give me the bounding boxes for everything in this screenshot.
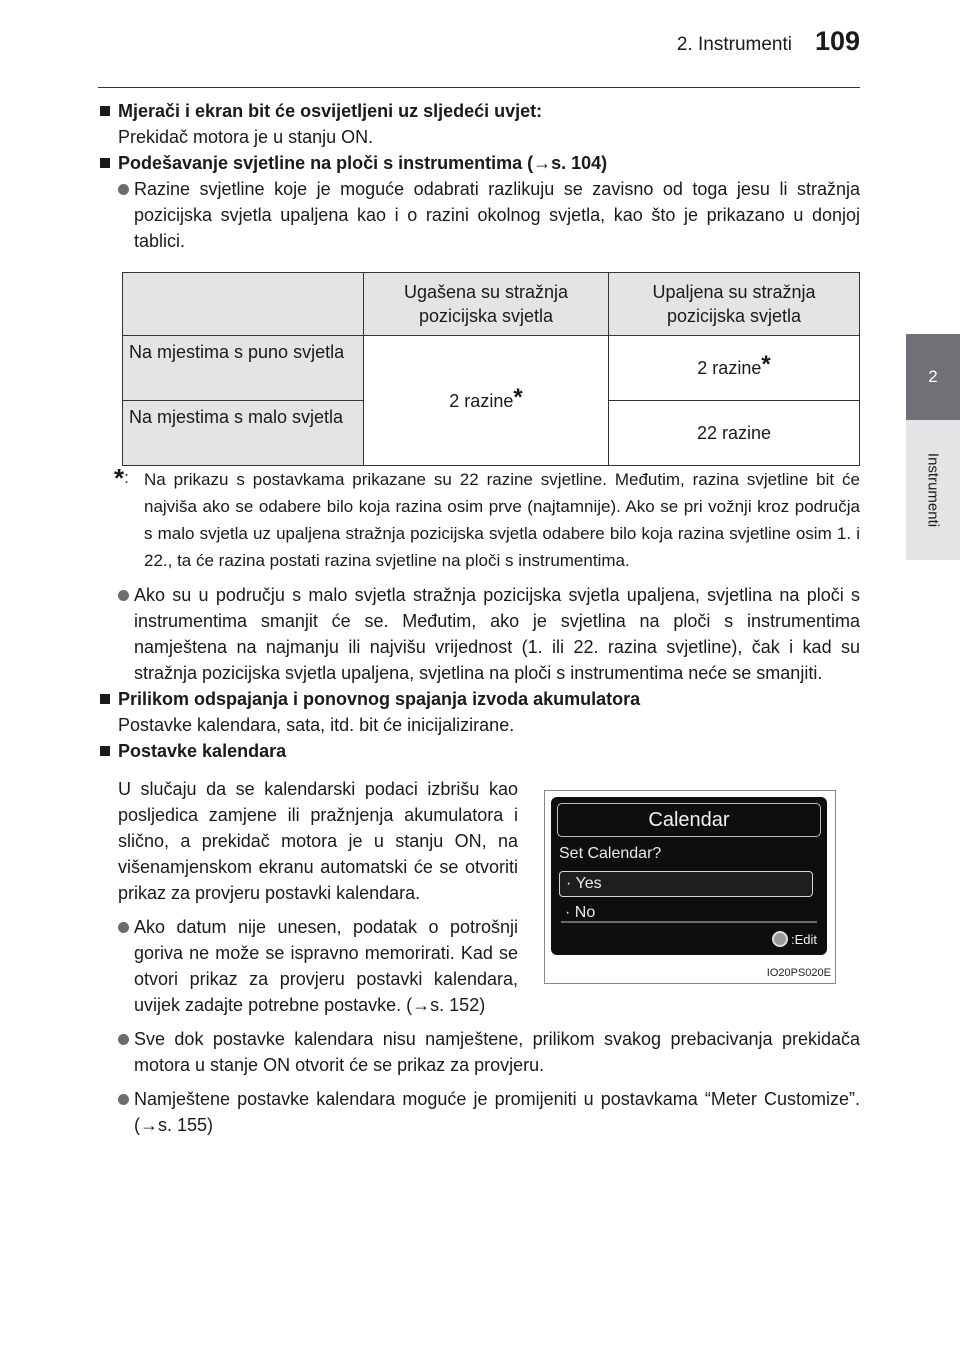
table-cell: 2 razine*: [609, 336, 860, 401]
figure-code: IO20PS020E: [766, 967, 831, 979]
screen-question: Set Calendar?: [559, 845, 662, 862]
section-text: Postavke kalendara, sata, itd. bit će inicijalizirane.: [118, 715, 515, 735]
section-heading: Podešavanje svjetline na ploči s instrumentima (→s. 104): [98, 150, 860, 176]
option-no: · No: [565, 904, 596, 921]
chapter-title: 2. Instrumenti: [676, 34, 792, 55]
table-header-cell: Upaljena su stražnja pozicijska svjetla: [609, 273, 860, 336]
edit-hint: :Edit: [772, 931, 817, 947]
section-heading: Mjerači i ekran bit će osvijetljeni uz sljedeći uvjet:: [98, 98, 860, 124]
screen-divider: [561, 921, 817, 931]
calendar-figure: [544, 790, 836, 984]
dial-icon: [772, 931, 788, 947]
square-bullet-icon: [100, 158, 110, 168]
table-cell: 2 razine*: [364, 336, 609, 466]
table-cell: 22 razine: [609, 401, 860, 466]
option-yes: · Yes: [559, 871, 813, 897]
round-bullet-icon: [118, 1034, 129, 1045]
section-text: U slučaju da se kalendarski podaci izbrišu kao posljedica zamjene ili pražnjenja akumulatora i slično, a prekidač motora je u stanju ON, na višenamjenskom ekranu automatski će se otvoriti prikaz za provjeru postavki kalendara.: [118, 779, 518, 903]
footnote: *: Na prikazu s postavkama prikazane su 22 razine svjetline. Međutim, razina svjetline bit će najviša ako se odabere bilo koja razina osim prve (najtamnije). Ako se pri vožnji kroz područja s malo svjetla uz upaljena stražnja pozicijska svjetla odabere bilo koja razina svjetline osim 1. i 22., ta će razina postati razina svjetline na ploči s instrumentima.: [114, 463, 860, 570]
bullet-item: Sve dok postavke kalendara nisu namještene, prilikom svakog prebacivanja prekidača motora u stanje ON otvorit će se prikaz za provjeru.: [98, 1026, 860, 1078]
brightness-table: [122, 272, 860, 466]
calendar-screen: [551, 797, 827, 955]
square-bullet-icon: [100, 746, 110, 756]
section-heading: Prilikom odspajanja i ponovnog spajanja izvoda akumulatora: [98, 686, 860, 712]
table-header-cell: Ugašena su stražnja pozicijska svjetla: [364, 273, 609, 336]
section-text: Prekidač motora je u stanju ON.: [118, 127, 374, 147]
table-corner-cell: [123, 273, 364, 336]
square-bullet-icon: [100, 106, 110, 116]
page-content: [98, 98, 860, 1138]
round-bullet-icon: [118, 922, 129, 933]
bullet-item: Ako su u području s malo svjetla stražnja pozicijska svjetla upaljena, svjetlina na ploči s instrumentima smanjit će se. Međutim, ako je svjetlina na ploči s instrumentima namještena na najmanju ili najvišu vrijednost (1. ili 22. razina svjetline), čak i kad su stražnja pozicijska svjetla upaljena, svjetlina na ploči s instrumentima neće se smanjiti.: [98, 582, 860, 686]
calendar-section: [98, 768, 860, 1018]
calendar-text-column: [98, 768, 518, 1018]
table-row-label: Na mjestima s malo svjetla: [123, 401, 364, 466]
round-bullet-icon: [118, 590, 129, 601]
bullet-item: Ako datum nije unesen, podatak o potrošnji goriva ne može se ispravno memorirati. Kad se otvori prikaz za provjeru postavki kalendara, uvijek zadajte potrebne postavke. (→s. 152): [98, 914, 518, 1018]
screen-title: Calendar: [557, 803, 821, 837]
page-number: 109: [814, 26, 860, 56]
round-bullet-icon: [118, 184, 129, 195]
square-bullet-icon: [100, 694, 110, 704]
bullet-item: Razine svjetline koje je moguće odabrati razlikuju se zavisno od toga jesu li stražnja pozicijska svjetla upaljena kao i o razini okolnog svjetla, kao što je prikazano u donjoj tablici.: [98, 176, 860, 254]
header-rule: [98, 87, 860, 88]
bullet-item: Namještene postavke kalendara moguće je promijeniti u postavkama “Meter Customize”. (→s. 155): [98, 1086, 860, 1138]
table-row-label: Na mjestima s puno svjetla: [123, 336, 364, 401]
round-bullet-icon: [118, 1094, 129, 1105]
section-heading: Postavke kalendara: [98, 738, 860, 764]
side-tab-label: Instrumenti: [924, 452, 942, 528]
page-header: [98, 22, 860, 88]
side-tab-number: 2: [906, 334, 960, 420]
side-tab: [906, 420, 960, 560]
